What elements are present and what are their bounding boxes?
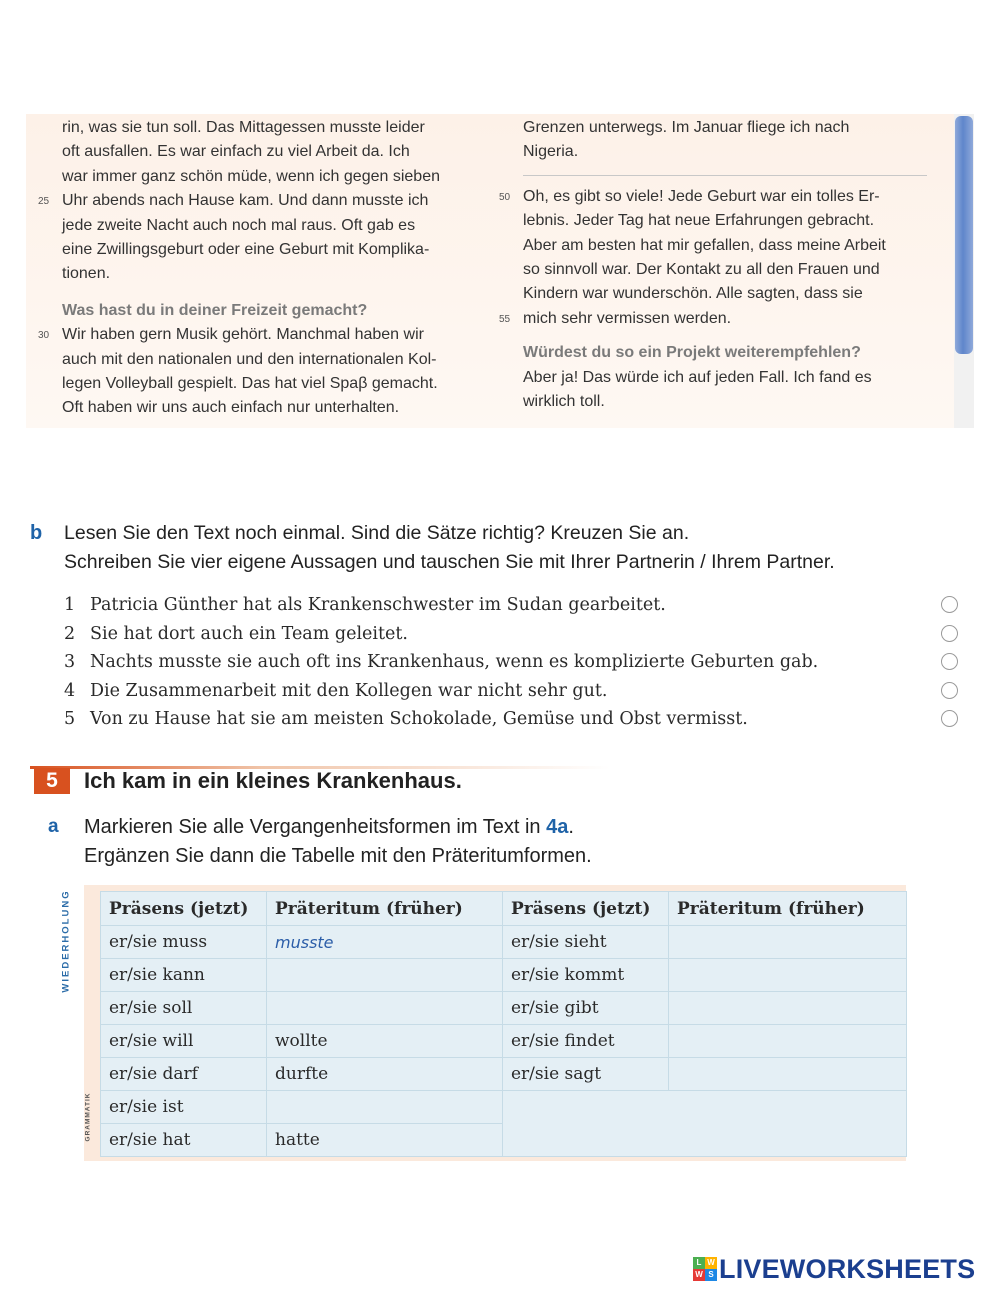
table-row (101, 992, 907, 1025)
present-form-cell: er/sie sieht (503, 926, 669, 959)
exercise-a-instructions (84, 813, 592, 871)
statement-text: Sie hat dort auch ein Team geleitet. (90, 623, 408, 644)
grammar-side-label: GRAMMATIK (84, 1092, 92, 1142)
true-radio-button[interactable] (941, 653, 958, 670)
text-line: jede zweite Nacht auch noch mal raus. Oft gab es (62, 216, 416, 234)
present-form-cell: er/sie findet (503, 1025, 669, 1058)
empty-table-area (503, 1091, 907, 1157)
text-line: Grenzen unterwegs. Im Januar fliege ich nach (523, 119, 850, 136)
present-form-cell: er/sie soll (101, 992, 267, 1025)
present-form-cell: er/sie darf (101, 1058, 267, 1091)
instruction-line: Schreiben Sie vier eigene Aussagen und tauschen Sie mit Ihrer Partnerin / Ihrem Partner. (64, 551, 835, 573)
text-line: Kindern war wunderschön. Alle sagten, dass sie (523, 285, 863, 303)
text-line: 25 Uhr abends nach Hause kam. Und dann musste ich (62, 189, 492, 213)
past-form-input[interactable] (669, 1058, 907, 1091)
statement-list (64, 591, 964, 734)
scrollbar-thumb[interactable] (955, 116, 973, 354)
line-number: 30 (38, 330, 50, 342)
text-line: oft ausfallen. Es war einfach zu viel Arbeit da. Ich (62, 143, 410, 161)
logo-tile: W (693, 1269, 705, 1281)
interview-question: Was hast du in deiner Freizeit gemacht? (62, 301, 368, 319)
present-form-cell: er/sie gibt (503, 992, 669, 1025)
section-number-badge: 5 (34, 768, 70, 794)
text-line: 30 Wir haben gern Musik gehört. Manchmal haben wir (62, 323, 492, 347)
text-line: Aber ja! Das würde ich auf jeden Fall. Ich fand es (523, 368, 872, 386)
true-radio-button[interactable] (941, 625, 958, 642)
text-line: wirklich toll. (523, 393, 605, 411)
statement-item (64, 591, 964, 620)
text-line: rin, was sie tun soll. Das Mittagessen musste leider (62, 119, 425, 136)
statement-number: 3 (64, 652, 76, 672)
line-number: 25 (38, 196, 50, 208)
column-header: Präteritum (früher) (669, 892, 907, 926)
statement-number: 5 (64, 709, 76, 729)
line-number: 55 (499, 313, 511, 325)
column-header: Präsens (jetzt) (101, 892, 267, 926)
text-reference-link[interactable]: 4a (546, 816, 569, 838)
table-header-row (101, 892, 907, 926)
line-number: 50 (499, 191, 511, 203)
past-form-input[interactable] (267, 992, 503, 1025)
text-column-left (38, 116, 492, 421)
divider (523, 175, 927, 176)
statement-number: 2 (64, 623, 76, 644)
instruction-line: Lesen Sie den Text noch einmal. Sind die Sätze richtig? Kreuzen Sie an. (64, 522, 690, 544)
text-line: Aber am besten hat mir gefallen, dass meine Arbeit (523, 236, 886, 254)
past-form-input[interactable] (267, 1091, 503, 1124)
table-row (101, 959, 907, 992)
statement-item (64, 648, 964, 677)
past-form-input[interactable] (267, 959, 503, 992)
interview-question: Würdest du so ein Projekt weiterempfehlen? (523, 344, 861, 362)
present-form-cell: er/sie muss (101, 926, 267, 959)
instruction-line: Markieren Sie alle Vergangenheitsformen im Text in 4a. (84, 816, 574, 838)
past-form-cell: wollte (267, 1025, 503, 1058)
liveworksheets-logo[interactable] (693, 1252, 975, 1286)
text-line: Oft haben wir uns auch einfach nur unterhalten. (62, 399, 400, 417)
text-line: Nigeria. (523, 143, 579, 161)
table-row (101, 926, 907, 959)
present-form-cell: er/sie kann (101, 959, 267, 992)
table-row (101, 1058, 907, 1091)
true-radio-button[interactable] (941, 682, 958, 699)
present-form-cell: er/sie kommt (503, 959, 669, 992)
present-form-cell: er/sie sagt (503, 1058, 669, 1091)
past-form-input[interactable] (669, 959, 907, 992)
exercise-letter-b: b (30, 522, 43, 544)
text-line: legen Volleyball gespielt. Das hat viel Spaβ gemacht. (62, 375, 438, 393)
past-form-cell: hatte (267, 1124, 503, 1157)
past-form-input[interactable] (669, 926, 907, 959)
past-form-input[interactable]: musste (267, 926, 503, 959)
statement-text: Nachts musste sie auch oft ins Krankenhaus, wenn es komplizierte Geburten gab. (90, 652, 819, 672)
text-line: eine Zwillingsgeburt oder eine Geburt mit Komplika- (62, 241, 430, 259)
true-radio-button[interactable] (941, 596, 958, 613)
text-line: so sinnvoll war. Der Kontakt zu all den Frauen und (523, 261, 880, 279)
text-column-right (499, 116, 943, 414)
text-line: tionen. (62, 265, 111, 283)
text-line: 50 Oh, es gibt so viele! Jede Geburt war ein tolles Er- (523, 185, 943, 209)
text-line: 55 mich sehr vermissen werden. (523, 307, 943, 331)
statement-number: 4 (64, 680, 76, 701)
statement-item (64, 705, 964, 734)
logo-icon (693, 1257, 717, 1281)
logo-tile: L (693, 1257, 705, 1269)
section-title: Ich kam in ein kleines Krankenhaus. (84, 768, 462, 793)
present-form-cell: er/sie will (101, 1025, 267, 1058)
review-side-label: WIEDERHOLUNG (60, 889, 72, 993)
column-header: Präsens (jetzt) (503, 892, 669, 926)
statement-text: Von zu Hause hat sie am meisten Schokolade, Gemüse und Obst vermisst. (90, 709, 748, 729)
present-form-cell: er/sie hat (101, 1124, 267, 1157)
text-line: auch mit den nationalen und den internationalen Kol- (62, 350, 437, 368)
column-header: Präteritum (früher) (267, 892, 503, 926)
logo-tile: W (705, 1257, 717, 1269)
logo-text: LIVEWORKSHEETS (719, 1253, 976, 1284)
table-row (101, 1091, 907, 1124)
verb-table (100, 891, 907, 1157)
true-radio-button[interactable] (941, 710, 958, 727)
logo-tile: S (705, 1269, 717, 1281)
past-form-cell: durfte (267, 1058, 503, 1091)
present-form-cell: er/sie ist (101, 1091, 267, 1124)
past-form-input[interactable] (669, 992, 907, 1025)
statement-text: Patricia Günther hat als Krankenschwester im Sudan gearbeitet. (90, 595, 666, 615)
statement-item (64, 620, 964, 649)
exercise-letter-a: a (48, 816, 59, 837)
statement-number: 1 (64, 595, 76, 615)
text-line: war immer ganz schön müde, wenn ich gegen sieben (62, 167, 440, 185)
table-row (101, 1025, 907, 1058)
exercise-b-instructions (64, 519, 835, 577)
statement-item (64, 677, 964, 706)
past-form-input[interactable] (669, 1025, 907, 1058)
instruction-line: Ergänzen Sie dann die Tabelle mit den Präteritumformen. (84, 845, 592, 867)
statement-text: Die Zusammenarbeit mit den Kollegen war nicht sehr gut. (90, 680, 608, 701)
text-line: lebnis. Jeder Tag hat neue Erfahrungen gebracht. (523, 212, 875, 230)
